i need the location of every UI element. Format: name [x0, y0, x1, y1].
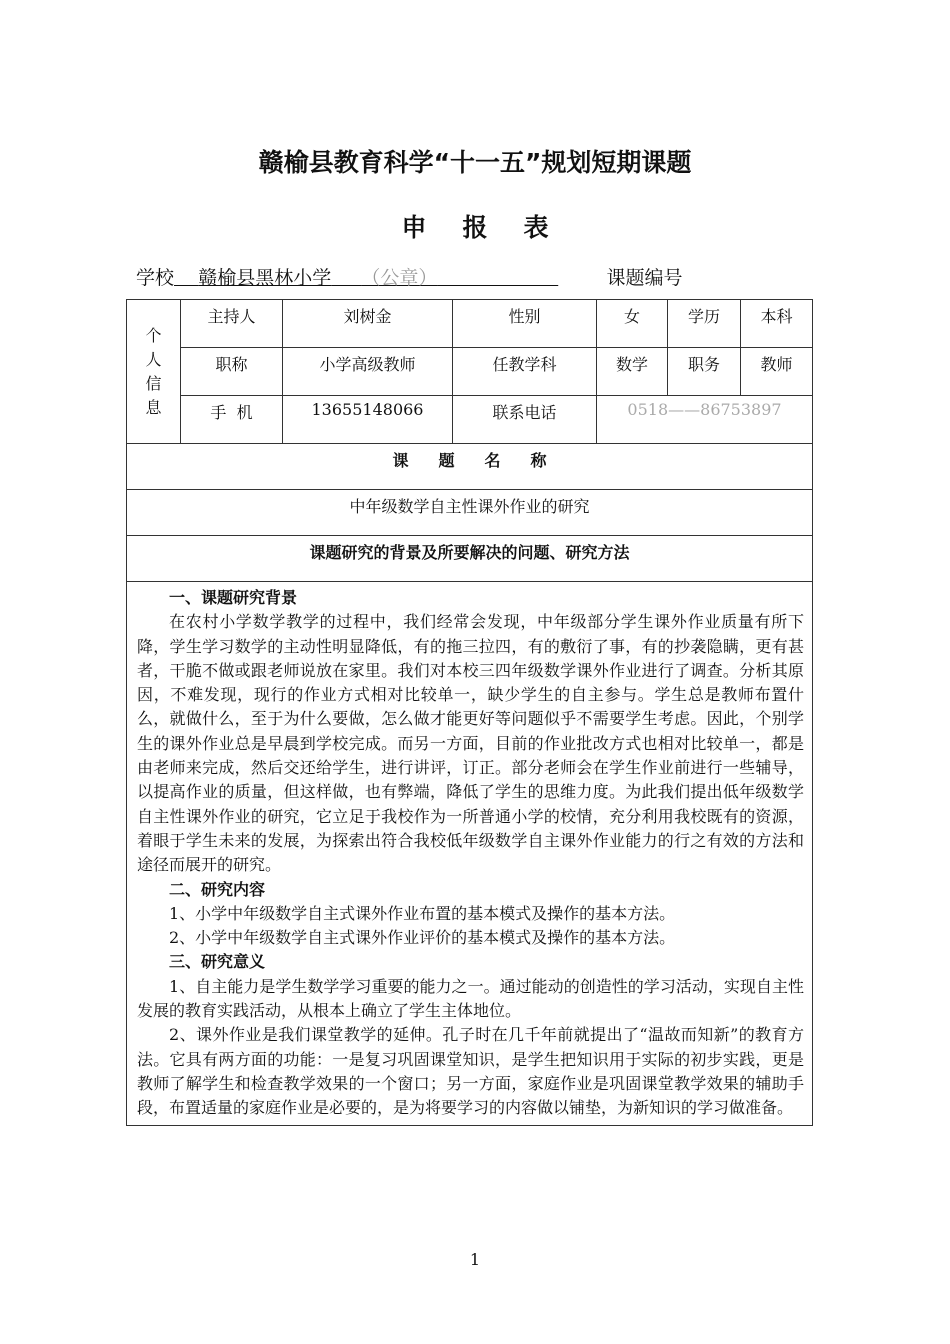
host-value: 刘树金 [283, 300, 453, 348]
topic-name-header-row [127, 444, 813, 490]
school-line [136, 263, 683, 290]
gender-value: 女 [597, 300, 668, 348]
school-name-field [174, 267, 558, 289]
title-label: 职称 [181, 348, 283, 396]
personal-row-1 [127, 300, 813, 348]
position-label: 职务 [668, 348, 741, 396]
school-label: 学校 [136, 267, 175, 289]
education-label: 学历 [668, 300, 741, 348]
school-name: 赣榆县黑林小学 [198, 267, 332, 289]
background-header-row [127, 536, 813, 582]
content-item-2: 2、小学中年级数学自主式课外作业评价的基本模式及操作的基本方法。 [169, 928, 676, 948]
topic-code-label: 课题编号 [606, 267, 683, 289]
phone-value: 0518——86753897 [597, 396, 813, 444]
section-heading-background: 一、课题研究背景 [169, 588, 298, 607]
gender-label: 性别 [453, 300, 597, 348]
section-heading-significance: 三、研究意义 [169, 952, 266, 972]
seal-placeholder: （公章） [361, 267, 438, 289]
document-subtitle: 申报表 [401, 213, 585, 242]
content-row [127, 582, 813, 1126]
title-value: 小学高级教师 [283, 348, 453, 396]
content-item-1: 1、小学中年级数学自主式课外作业布置的基本模式及操作的基本方法。 [169, 903, 676, 923]
significance-paragraph-2: 2、课外作业是我们课堂教学的延伸。孔子时在几千年前就提出了“温故而知新”的教育方法。它具有两方面的功能：一是复习巩固课堂知识，是学生把知识用于实际的初步实践，更是教师了解学生和检查教学效果的一个窗口；另一方面，家庭作业是巩固课堂教学效果的辅助手段，布置适量的家庭作业是必要的，是为将要学习的内容做以铺垫，为新知识的学习做准备。 [137, 1025, 804, 1118]
phone-label: 联系电话 [453, 396, 597, 444]
page-number: 1 [469, 1250, 481, 1269]
topic-name-header: 课题名称 [127, 444, 813, 490]
mobile-value: 13655148066 [283, 396, 453, 444]
application-form-table [126, 299, 813, 1126]
subject-value: 数学 [597, 348, 668, 396]
position-value: 教师 [741, 348, 813, 396]
topic-name: 中年级数学自主性课外作业的研究 [127, 490, 813, 536]
topic-name-row [127, 490, 813, 536]
mobile-label: 手 机 [181, 396, 283, 444]
significance-paragraph-1: 1、自主能力是学生数学学习重要的能力之一。通过能动的创造性的学习活动，实现自主性发展的教育实践活动，从根本上确立了学生主体地位。 [137, 976, 804, 1021]
personal-row-2 [127, 348, 813, 396]
background-header: 课题研究的背景及所要解决的问题、研究方法 [127, 536, 813, 582]
section-heading-content: 二、研究内容 [169, 879, 266, 899]
personal-info-label: 个 人 信 息 [127, 300, 181, 444]
content-cell [127, 582, 813, 1126]
personal-row-3 [127, 396, 813, 444]
education-value: 本科 [741, 300, 813, 348]
background-paragraph: 在农村小学数学教学的过程中，我们经常会发现，中年级部分学生课外作业质量有所下降，学生学习数学的主动性明显降低，有的拖三拉四，有的敷衍了事，有的抄袭隐瞒，更有甚者，干脆不做或跟老师说放在家里。我们对本校三四年级数学课外作业进行了调查。分析其原因，不难发现，现行的作业方式相对比较单一，缺少学生的自主参与。学生总是教师布置什么，就做什么，至于为什么要做，怎么做才能更好等问题似乎不需要学生考虑。因此，个别学生的课外作业总是早晨到学校完成。而另一方面，目前的作业批改方式也相对比较单一，都是由老师来完成，然后交还给学生，进行讲评，订正。部分老师会在学生作业前进行一些辅导，以提高作业的质量，但这样做，也有弊端，降低了学生的思维力度。为此我们提出低年级数学自主性课外作业的研究，它立足于我校作为一所普通小学的校情，充分利用我校既有的资源，着眼于学生未来的发展，为探索出符合我校低年级数学自主课外作业能力的行之有效的方法和途径而展开的研究。 [137, 612, 804, 875]
subject-label: 任教学科 [453, 348, 597, 396]
host-label: 主持人 [181, 300, 283, 348]
document-title: 赣榆县教育科学“十一五”规划短期课题 [258, 148, 692, 177]
